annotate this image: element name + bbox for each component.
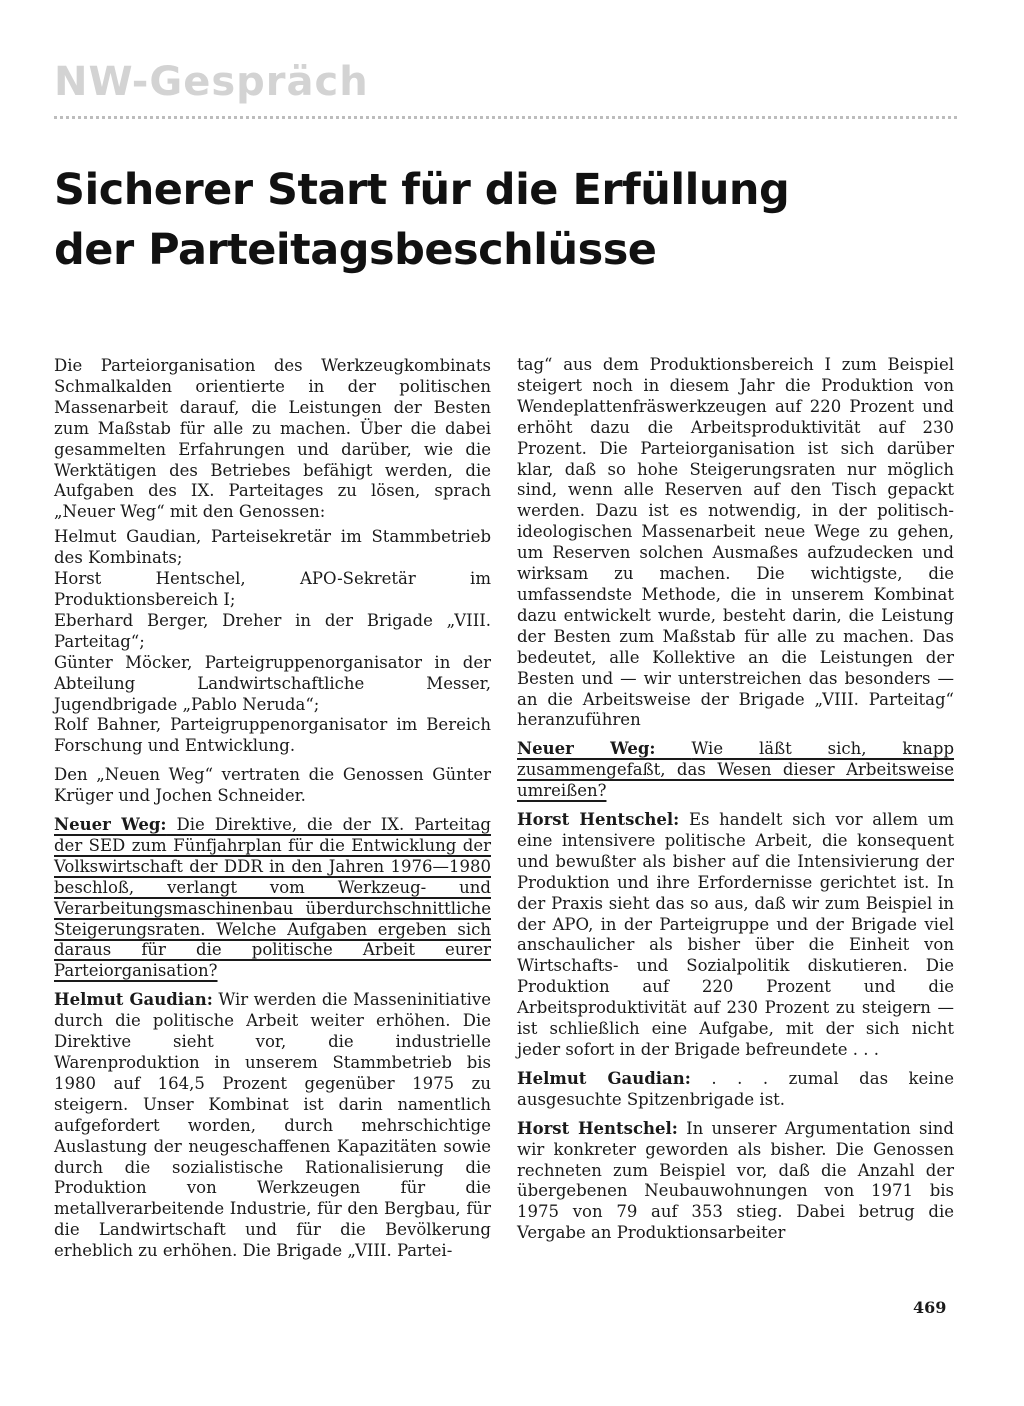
speaker-neuer-weg: Neuer Weg: [54, 815, 167, 835]
question-2-text: Wie läßt sich, knapp zusammengefaßt, das Wesen dieser Arbeitsweise umreißen? [517, 739, 955, 801]
question-2 [517, 739, 954, 802]
right-column [517, 355, 954, 1244]
answer-2-text: Es handelt sich vor allem um eine intensivere politische Arbeit, die konsequent und bewußter als bisher auf die Intensivierung der Produktion und ihre Erfordernisse gerichtet ist. In der Praxis sieht das so aus, daß wir zum Beispiel in der APO, in der Parteigruppe und der Brigade viel anschaulicher als bisher über die Einheit von Wirtschafts- und Sozialpolitik diskutieren. Die Produktion auf 220 Prozent und die Arbeitsproduktivität auf 230 Prozent zu steigern — ist schließlich eine Aufgabe, mit der sich nicht jeder sofort in der Brigade befreundete . . . [517, 810, 955, 1059]
answer-1 [54, 990, 491, 1262]
represented-paragraph: Den „Neuen Weg“ vertraten die Genossen Günter Krüger und Jochen Schneider. [54, 765, 491, 806]
question-1-text: Die Direktive, die der IX. Parteitag der SED zum Fünfjahrplan für die Entwicklung der Volkswirtschaft der DDR in den Jahren 1976—1980 beschloß, verlangt vom Werkzeug- und Verarbeitungsmaschinenbau überdurchschnittliche Steigerungsraten. Welche Aufgaben ergeben sich daraus für die politische Arbeit eurer Parteiorganisation? [54, 815, 491, 981]
participant-1: Helmut Gaudian, Parteisekretär im Stammbetrieb des Kombinats; [54, 527, 491, 568]
left-column [54, 356, 491, 1262]
answer-3-text: . . . zumal das keine ausgesuchte Spitzenbrigade ist. [517, 1068, 954, 1109]
answer-4-text: In unserer Argumentation sind wir konkreter geworden als bisher. Die Genossen rechneten zum Beispiel vor, daß die Anzahl der übergebenen Neubauwohnungen von 1971 bis 1975 von 79 auf 353 stieg. Dabei betrug die Vergabe an Produktionsarbeiter [517, 1118, 954, 1243]
participant-3: Eberhard Berger, Dreher in der Brigade „VIII. Parteitag“; [54, 610, 491, 651]
headline-line-2: der Parteitagsbeschlüsse [54, 225, 657, 275]
intro-paragraph: Die Parteiorganisation des Werkzeugkombinats Schmalkalden orientierte in der politischen Massenarbeit darauf, die Leistungen der Besten zum Maßstab für alle zu machen. Über die dabei gesammelten Erfahrungen und darüber, wie die Werktätigen des Betriebes befähigt werden, die Aufgaben des IX. Parteitages zu lösen, sprach „Neuer Weg“ mit den Genossen: [54, 356, 491, 522]
article-headline [54, 160, 954, 280]
answer-2 [517, 810, 954, 1061]
speaker-horst-hentschel: Horst Hentschel: [517, 1118, 678, 1138]
speaker-neuer-weg: Neuer Weg: [517, 739, 656, 759]
participant-4: Günter Möcker, Parteigruppenorganisator in der Abteilung Landwirtschaftliche Messer, Jugendbrigade „Pablo Neruda“; [54, 652, 491, 714]
participant-5: Rolf Bahner, Parteigruppenorganisator im Bereich Forschung und Entwicklung. [54, 715, 491, 756]
headline-line-1: Sicherer Start für die Erfüllung [54, 165, 790, 215]
question-1 [54, 815, 491, 982]
answer-4 [517, 1119, 954, 1244]
answer-1-text: Wir werden die Masseninitiative durch die politische Arbeit weiter erhöhen. Die Direktive sieht vor, die industrielle Warenproduktion in unserem Stammbetrieb bis 1980 auf 164,5 Prozent gegenüber 1975 zu steigern. Unser Kombinat ist darin namentlich aufgefordert worden, durch mehrschichtige Auslastung der neugeschaffenen Kapazitäten sowie durch die sozialistische Rationalisierung die Produktion von Werkzeugen für die metallverarbeitende Industrie, für den Bergbau, für die Landwirtschaft und für die Bevölkerung erheblich zu erhöhen. Die Brigade „VIII. Partei- [54, 990, 491, 1261]
section-kicker: NW-Gespräch [54, 59, 369, 105]
speaker-helmut-gaudian: Helmut Gaudian: [54, 990, 213, 1010]
speaker-helmut-gaudian: Helmut Gaudian: [517, 1068, 691, 1088]
page-number: 469 [913, 1298, 947, 1317]
answer-1-continuation: tag“ aus dem Produktionsbereich I zum Beispiel steigert noch in diesem Jahr die Produktion von Wendeplattenfräswerkzeugen auf 220 Prozent und erhöht dazu die Arbeitsproduktivität auf 230 Prozent. Die Parteiorganisation ist sich darüber klar, daß so hohe Steigerungsraten nur möglich sind, wenn alle Reserven auf den Tisch gepackt werden. Dazu ist es notwendig, in der politisch-ideologischen Massenarbeit neue Wege zu gehen, um Reserven solchen Ausmaßes aufzudecken und wirksam zu machen. Die wichtigste, die umfassendste Methode, die in unserem Kombinat dazu entwickelt wurde, besteht darin, die Leistung der Besten zum Maßstab für alle zu machen. Das bedeutet, alle Kollektive an die Leistungen der Besten und — wir unterstreichen das besonders — an die Arbeitsweise der Brigade „VIII. Parteitag“ heranzuführen [517, 355, 954, 730]
kicker-rule [54, 116, 957, 119]
speaker-horst-hentschel: Horst Hentschel: [517, 810, 680, 830]
answer-3 [517, 1069, 954, 1111]
participant-2: Horst Hentschel, APO-Sekretär im Produktionsbereich I; [54, 569, 491, 609]
